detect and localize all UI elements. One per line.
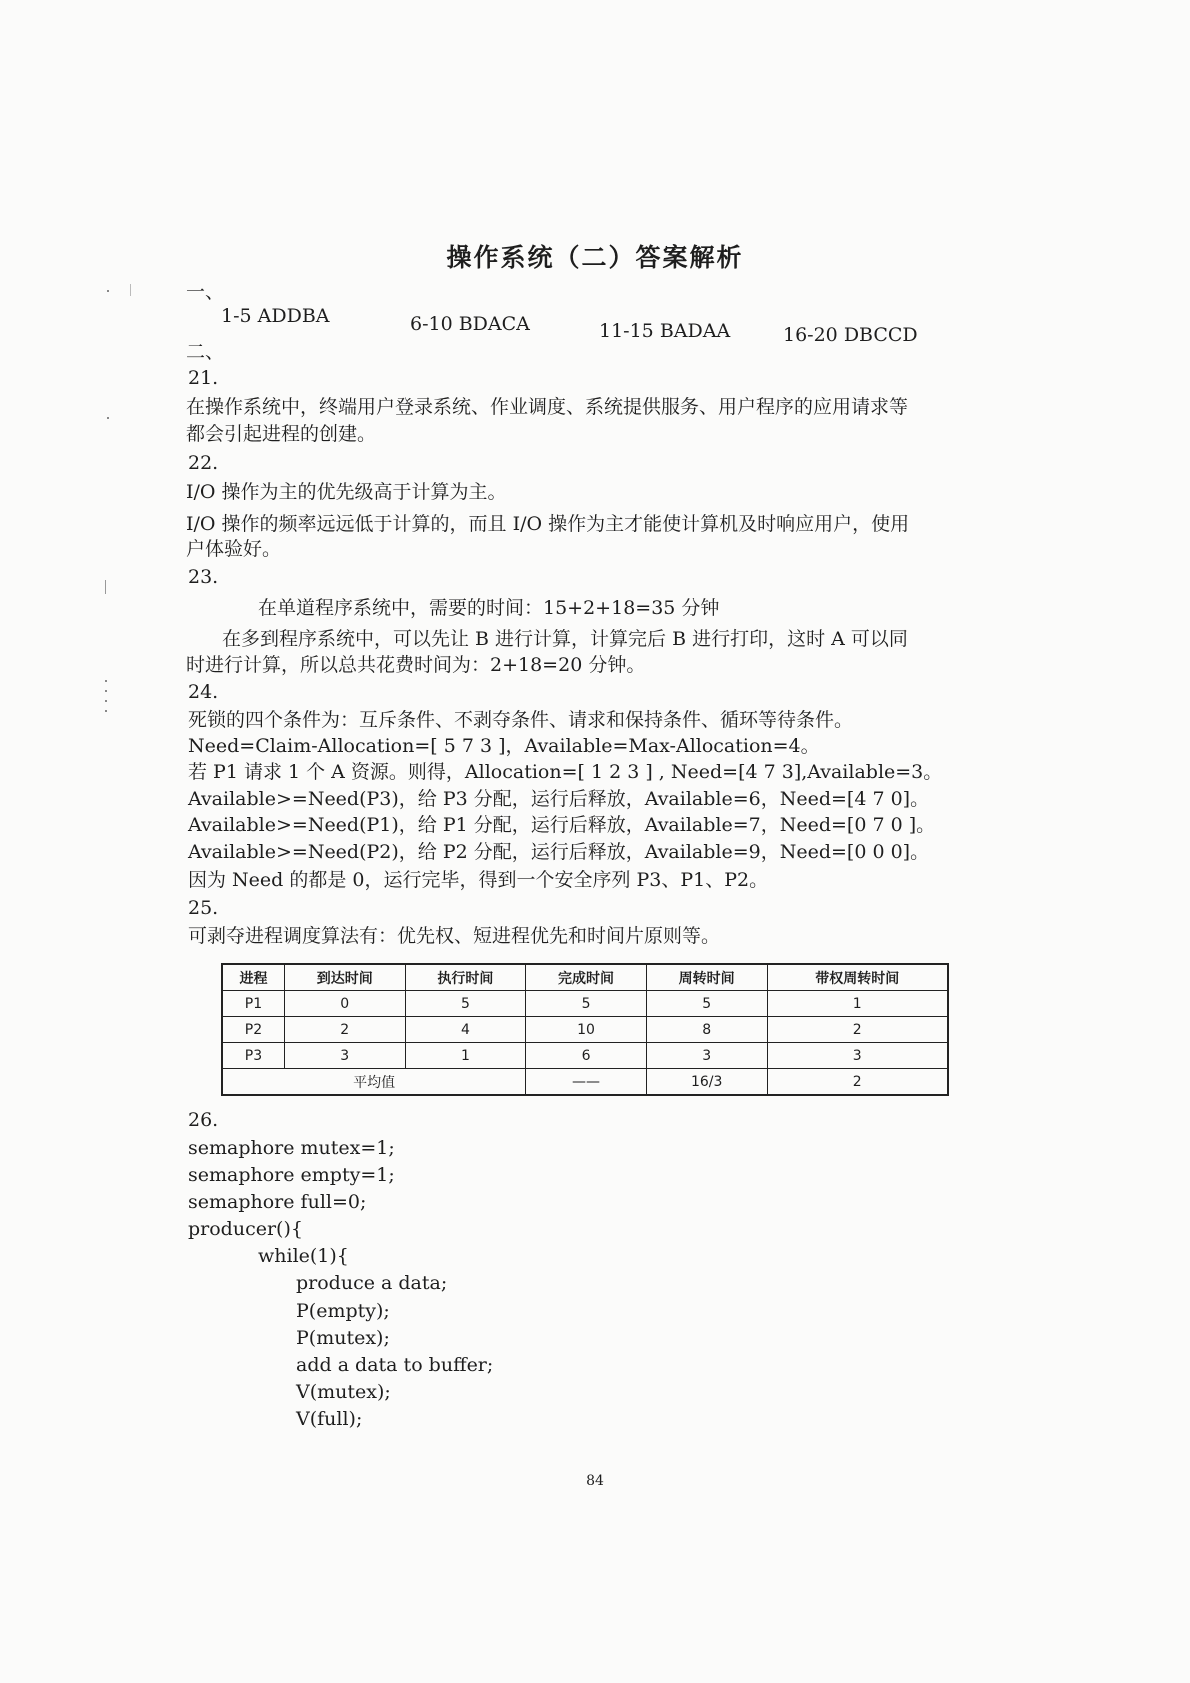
table-header-cell: 带权周转时间	[767, 964, 948, 991]
q24-text-line: Need=Claim-Allocation=[ 5 7 3 ]，Available=Max-Allocation=4。	[188, 735, 820, 757]
code-line: V(mutex);	[296, 1381, 391, 1403]
q24-number: 24.	[188, 681, 219, 703]
q24-text-line: 死锁的四个条件为：互斥条件、不剥夺条件、请求和保持条件、循环等待条件。	[188, 709, 854, 731]
page-title: 操作系统（二）答案解析	[446, 243, 744, 272]
q21-text-line: 在操作系统中，终端用户登录系统、作业调度、系统提供服务、用户程序的应用请求等	[186, 396, 909, 418]
section1-label: 一、	[186, 281, 225, 303]
scan-mark	[105, 700, 107, 702]
table-cell: P2	[222, 1017, 284, 1043]
table-cell: 16/3	[646, 1069, 767, 1096]
table-row	[222, 1017, 948, 1043]
code-line: while(1){	[258, 1245, 349, 1267]
q23-text-line: 在多到程序系统中，可以先让 B 进行计算，计算完后 B 进行打印，这时 A 可以同	[222, 628, 908, 650]
table-cell: 5	[405, 991, 526, 1017]
table-cell: 5	[526, 991, 647, 1017]
scan-mark	[105, 690, 107, 692]
q22-text-line: 户体验好。	[186, 538, 282, 560]
table-row	[222, 1043, 948, 1069]
code-line: semaphore full=0;	[188, 1191, 367, 1213]
table-cell: ——	[526, 1069, 647, 1096]
table-cell: 2	[284, 1017, 405, 1043]
scan-mark	[105, 680, 107, 682]
code-line: P(mutex);	[296, 1327, 390, 1349]
table-cell: 8	[646, 1017, 767, 1043]
q26-number: 26.	[188, 1109, 219, 1131]
table-cell: 4	[405, 1017, 526, 1043]
answer-group-2: 6-10 BDACA	[410, 313, 530, 335]
scan-mark	[107, 417, 109, 419]
code-line: producer(){	[188, 1218, 303, 1240]
code-line: produce a data;	[296, 1272, 448, 1294]
scan-mark	[105, 710, 107, 712]
q22-text-line: I/O 操作的频率远远低于计算的，而且 I/O 操作为主才能使计算机及时响应用户，使用	[186, 513, 910, 535]
code-line: add a data to buffer;	[296, 1354, 494, 1376]
q23-text-line: 时进行计算，所以总共花费时间为：2+18=20 分钟。	[186, 654, 646, 676]
q24-text-line: 因为 Need 的都是 0，运行完毕，得到一个安全序列 P3、P1、P2。	[188, 869, 769, 891]
table-row	[222, 991, 948, 1017]
table-cell: 2	[767, 1017, 948, 1043]
code-line: V(full);	[296, 1408, 363, 1430]
table-cell-average-label: 平均值	[222, 1069, 526, 1096]
q21-text-line: 都会引起进程的创建。	[186, 423, 377, 445]
table-cell: P1	[222, 991, 284, 1017]
table-cell: 3	[646, 1043, 767, 1069]
table-cell: 2	[767, 1069, 948, 1096]
scheduling-table	[221, 963, 949, 1096]
table-average-row	[222, 1069, 948, 1096]
code-line: semaphore empty=1;	[188, 1164, 395, 1186]
q25-number: 25.	[188, 897, 219, 919]
code-line: semaphore mutex=1;	[188, 1137, 395, 1159]
page-number: 84	[586, 1473, 604, 1489]
table-cell: 3	[284, 1043, 405, 1069]
table-cell: 3	[767, 1043, 948, 1069]
table-header-cell: 到达时间	[284, 964, 405, 991]
q23-text-line: 在单道程序系统中，需要的时间：15+2+18=35 分钟	[258, 597, 720, 619]
table-cell: P3	[222, 1043, 284, 1069]
q23-number: 23.	[188, 566, 219, 588]
scan-mark	[105, 580, 106, 594]
section2-label: 二、	[186, 341, 225, 363]
answer-group-3: 11-15 BADAA	[599, 320, 731, 342]
table-cell: 1	[405, 1043, 526, 1069]
table-header-cell: 完成时间	[526, 964, 647, 991]
answer-group-1: 1-5 ADDBA	[221, 305, 330, 327]
table-cell: 0	[284, 991, 405, 1017]
scan-mark	[130, 284, 131, 296]
table-header-cell: 进程	[222, 964, 284, 991]
q24-text-line: 若 P1 请求 1 个 A 资源。则得，Allocation=[ 1 2 3 ] , Need=[4 7 3],Available=3。	[188, 761, 943, 783]
q22-text-line: I/O 操作为主的优先级高于计算为主。	[186, 481, 507, 503]
table-header-cell: 周转时间	[646, 964, 767, 991]
q22-number: 22.	[188, 452, 219, 474]
table-cell: 1	[767, 991, 948, 1017]
table-cell: 10	[526, 1017, 647, 1043]
q24-text-line: Available>=Need(P1)，给 P1 分配，运行后释放，Available=7，Need=[0 7 0 ]。	[188, 814, 936, 836]
table-cell: 5	[646, 991, 767, 1017]
q24-text-line: Available>=Need(P3)，给 P3 分配，运行后释放，Available=6，Need=[4 7 0]。	[188, 788, 930, 810]
scan-mark	[107, 290, 109, 292]
q21-number: 21.	[188, 367, 219, 389]
table-header-row	[222, 964, 948, 991]
q24-text-line: Available>=Need(P2)，给 P2 分配，运行后释放，Available=9，Need=[0 0 0]。	[188, 841, 930, 863]
q25-text-line: 可剥夺进程调度算法有：优先权、短进程优先和时间片原则等。	[188, 925, 721, 947]
table-cell: 6	[526, 1043, 647, 1069]
code-line: P(empty);	[296, 1300, 390, 1322]
answer-group-4: 16-20 DBCCD	[783, 324, 918, 346]
table-header-cell: 执行时间	[405, 964, 526, 991]
